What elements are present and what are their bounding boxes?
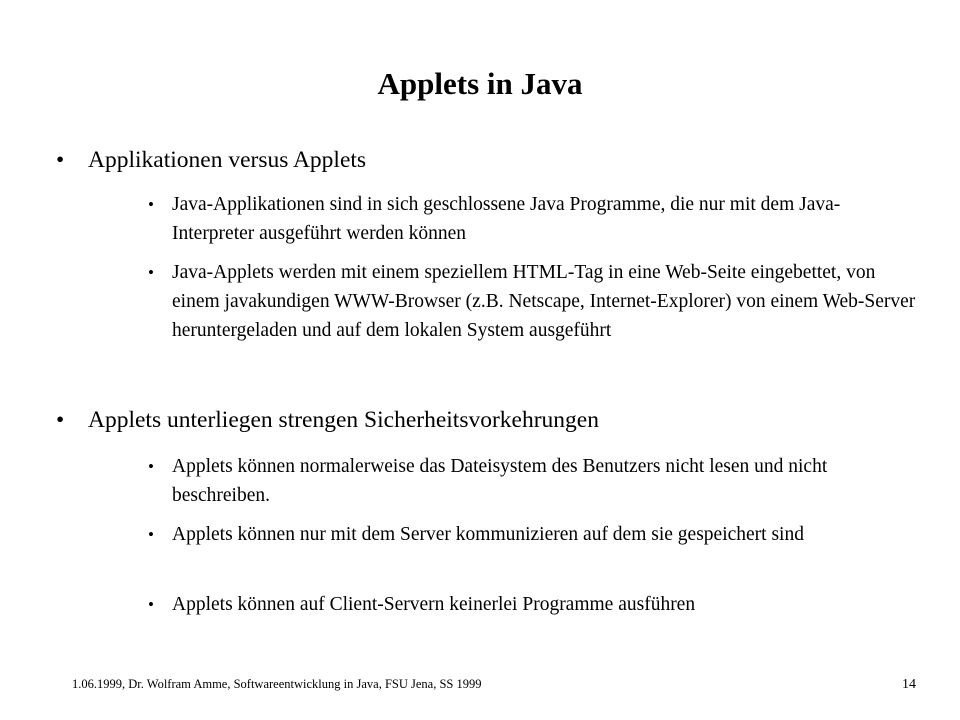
bullet-icon: • [56, 407, 65, 433]
section-heading: Applikationen versus Applets [88, 147, 367, 173]
bullet-icon: • [148, 457, 154, 476]
bullet-icon: • [148, 595, 154, 614]
slide-title: Applets in Java [377, 66, 583, 101]
page-number: 14 [902, 677, 916, 692]
bullet-icon: • [148, 195, 154, 214]
list-item: Applets können normalerweise das Dateisystem des Benutzers nicht lesen und nicht beschreiben. [172, 456, 828, 506]
list-item: Applets können auf Client-Servern keinerlei Programme ausführen [172, 594, 696, 615]
bullet-icon: • [56, 147, 65, 173]
list-item: Java-Applets werden mit einem speziellem HTML-Tag in eine Web-Seite eingebettet, von einem javakundigen WWW-Browser (z.B. Netscape, Internet-Explorer) von einem Web-Server heruntergeladen und auf dem lokalen System ausgeführt [172, 262, 916, 341]
list-item: Java-Applikationen sind in sich geschlossene Java Programme, die nur mit dem Java-Interpreter ausgeführt werden können [172, 194, 841, 244]
slide-footer: 1.06.1999, Dr. Wolfram Amme, Softwareentwicklung in Java, FSU Jena, SS 1999 [72, 677, 482, 691]
list-item: Applets können nur mit dem Server kommunizieren auf dem sie gespeichert sind [172, 524, 804, 545]
bullet-icon: • [148, 263, 154, 282]
section-heading: Applets unterliegen strengen Sicherheitsvorkehrungen [88, 407, 599, 433]
bullet-icon: • [148, 525, 154, 544]
